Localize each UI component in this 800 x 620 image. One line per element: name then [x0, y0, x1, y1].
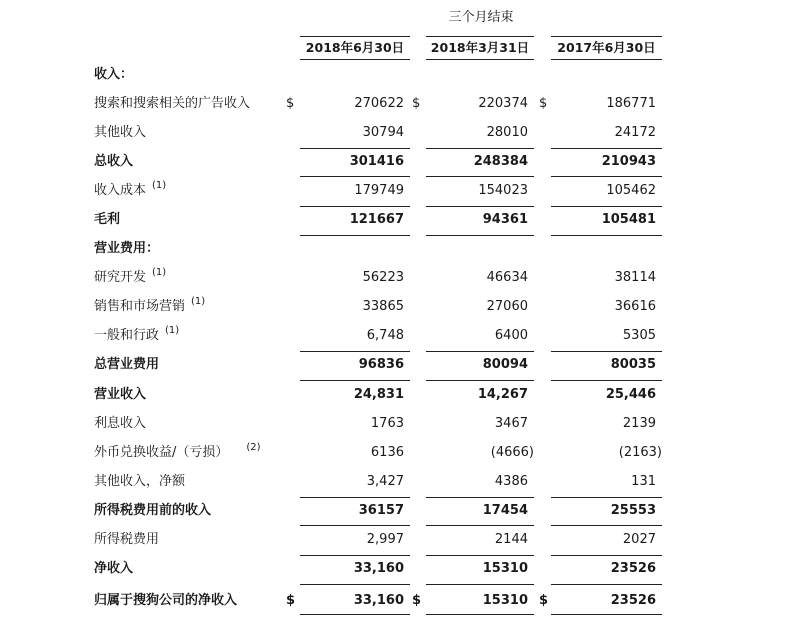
row-label-text: 所得税费用 [94, 532, 160, 547]
row-label-text: 外币兑换收益/（亏损） [94, 445, 229, 460]
rule-line [426, 497, 534, 498]
table-row [0, 118, 800, 147]
row-label [94, 176, 166, 206]
rule-line [426, 584, 534, 585]
table-row [0, 205, 800, 234]
cell-value: 6,748 [366, 328, 404, 343]
rule-line [300, 614, 410, 615]
rule-line [426, 176, 534, 177]
cell-value: 6400 [494, 328, 528, 343]
cell-value: 23526 [610, 593, 656, 608]
rule-line [551, 614, 662, 615]
cell-value: 186771 [606, 96, 656, 111]
column-header-2: 2018年3月31日 [426, 36, 534, 60]
cell-value: (4666) [490, 445, 534, 460]
row-label [94, 380, 146, 409]
cell-value: 33,160 [353, 561, 404, 576]
cell-value: 4386 [494, 474, 528, 489]
cell-value: 56223 [362, 270, 404, 285]
row-label [94, 586, 237, 615]
row-label-text: 净收入 [94, 561, 134, 576]
row-label [94, 234, 159, 263]
rule-line [300, 555, 410, 556]
rule-line [426, 206, 534, 207]
footnote-marker: (1) [152, 180, 167, 191]
cell-value: 2139 [622, 416, 656, 431]
table-row [0, 292, 800, 321]
row-label [94, 205, 120, 234]
cell-value: 30794 [362, 125, 404, 140]
row-label [94, 118, 146, 147]
rule-line [551, 351, 662, 352]
rule-line [426, 235, 534, 236]
rule-line [426, 148, 534, 149]
row-label [94, 60, 133, 89]
row-label [94, 496, 211, 525]
row-label-text: 收入： [94, 67, 134, 82]
cell-value: 105481 [601, 212, 656, 227]
cell-value: 94361 [482, 212, 528, 227]
currency-symbol: $ [286, 593, 296, 608]
row-label-text: 收入成本 [94, 183, 147, 198]
table-row [0, 380, 800, 409]
table-row [0, 467, 800, 496]
row-label [94, 438, 261, 468]
row-label-text: 营业收入 [94, 387, 147, 402]
rule-line [551, 176, 662, 177]
currency-symbol: $ [286, 96, 295, 111]
rule-line [426, 525, 534, 526]
cell-value: 80094 [482, 357, 528, 372]
table-row [0, 176, 800, 205]
cell-value: 46634 [486, 270, 528, 285]
cell-value: 33865 [362, 299, 404, 314]
rule-line [300, 148, 410, 149]
cell-value: 5305 [622, 328, 656, 343]
table-row [0, 321, 800, 350]
footnote-marker: (1) [152, 267, 167, 278]
table-row [0, 263, 800, 292]
cell-value: 36157 [358, 503, 404, 518]
cell-value: 17454 [482, 503, 528, 518]
footnote-marker: (1) [191, 296, 206, 307]
cell-value: 154023 [478, 183, 528, 198]
footnote-marker: (2) [246, 442, 261, 453]
rule-line [300, 525, 410, 526]
currency-symbol: $ [539, 593, 549, 608]
cell-value: 36616 [614, 299, 656, 314]
row-label-text: 搜索和搜索相关的广告收入 [94, 96, 251, 111]
row-label [94, 321, 179, 351]
row-label-text: 一般和行政 [94, 328, 160, 343]
table-row [0, 586, 800, 615]
row-label-text: 所得税费用前的收入 [94, 503, 212, 518]
rule-line [300, 235, 410, 236]
cell-value: 14,267 [477, 387, 528, 402]
table-row [0, 89, 800, 118]
rule-line [426, 614, 534, 615]
row-label-text: 营业费用： [94, 241, 160, 256]
cell-value: 80035 [610, 357, 656, 372]
period-group-header: 三个月结束 [448, 10, 514, 25]
cell-value: 131 [631, 474, 656, 489]
rule-line [426, 555, 534, 556]
cell-value: (2163) [618, 445, 662, 460]
cell-value: 220374 [478, 96, 528, 111]
cell-value: 2,997 [366, 532, 404, 547]
rule-line [300, 206, 410, 207]
row-label [94, 263, 166, 293]
rule-line [426, 380, 534, 381]
row-label [94, 147, 133, 176]
row-label [94, 467, 185, 496]
row-label-text: 毛利 [94, 212, 121, 227]
cell-value: 15310 [482, 593, 528, 608]
cell-value: 27060 [486, 299, 528, 314]
row-label-text: 归属于搜狗公司的净收入 [94, 593, 238, 608]
row-label [94, 409, 146, 438]
cell-value: 1763 [370, 416, 404, 431]
table-row [0, 60, 800, 89]
cell-value: 3467 [494, 416, 528, 431]
cell-value: 96836 [358, 357, 404, 372]
cell-value: 3,427 [366, 474, 404, 489]
table-row [0, 525, 800, 554]
rule-line [551, 497, 662, 498]
cell-value: 24,831 [353, 387, 404, 402]
cell-value: 38114 [614, 270, 656, 285]
rule-line [551, 380, 662, 381]
cell-value: 121667 [349, 212, 404, 227]
cell-value: 15310 [482, 561, 528, 576]
table-row [0, 350, 800, 379]
rule-line [551, 148, 662, 149]
cell-value: 6136 [370, 445, 404, 460]
table-row [0, 554, 800, 583]
row-label-text: 研究开发 [94, 270, 147, 285]
row-label-text: 总营业费用 [94, 357, 160, 372]
cell-value: 25,446 [605, 387, 656, 402]
cell-value: 28010 [486, 125, 528, 140]
cell-value: 270622 [354, 96, 404, 111]
rule-line [300, 380, 410, 381]
cell-value: 301416 [349, 154, 404, 169]
cell-value: 24172 [614, 125, 656, 140]
row-label-text: 销售和市场营销 [94, 299, 186, 314]
table-row [0, 409, 800, 438]
cell-value: 2144 [494, 532, 528, 547]
table-row [0, 147, 800, 176]
cell-value: 2027 [622, 532, 656, 547]
row-label-text: 其他收入 [94, 125, 147, 140]
row-label [94, 292, 205, 322]
rule-line [426, 351, 534, 352]
table-row [0, 438, 800, 467]
cell-value: 105462 [606, 183, 656, 198]
currency-symbol: $ [412, 593, 422, 608]
rule-line [300, 497, 410, 498]
cell-value: 210943 [601, 154, 656, 169]
row-label-text: 总收入 [94, 154, 134, 169]
row-label [94, 350, 159, 379]
rule-line [551, 206, 662, 207]
row-label-text: 利息收入 [94, 416, 147, 431]
currency-symbol: $ [412, 96, 421, 111]
currency-symbol: $ [539, 96, 548, 111]
cell-value: 179749 [354, 183, 404, 198]
cell-value: 25553 [610, 503, 656, 518]
rule-line [551, 584, 662, 585]
rule-line [551, 555, 662, 556]
rule-line [551, 525, 662, 526]
rule-line [300, 351, 410, 352]
column-header-3: 2017年6月30日 [551, 36, 662, 60]
cell-value: 23526 [610, 561, 656, 576]
cell-value: 33,160 [353, 593, 404, 608]
row-label-text: 其他收入，净额 [94, 474, 186, 489]
row-label [94, 89, 250, 118]
column-header-1: 2018年6月30日 [300, 36, 410, 60]
row-label [94, 554, 133, 583]
row-label [94, 525, 159, 554]
cell-value: 248384 [473, 154, 528, 169]
table-row [0, 496, 800, 525]
table-row [0, 234, 800, 263]
footnote-marker: (1) [165, 325, 180, 336]
rule-line [300, 584, 410, 585]
rule-line [300, 176, 410, 177]
rule-line [551, 235, 662, 236]
